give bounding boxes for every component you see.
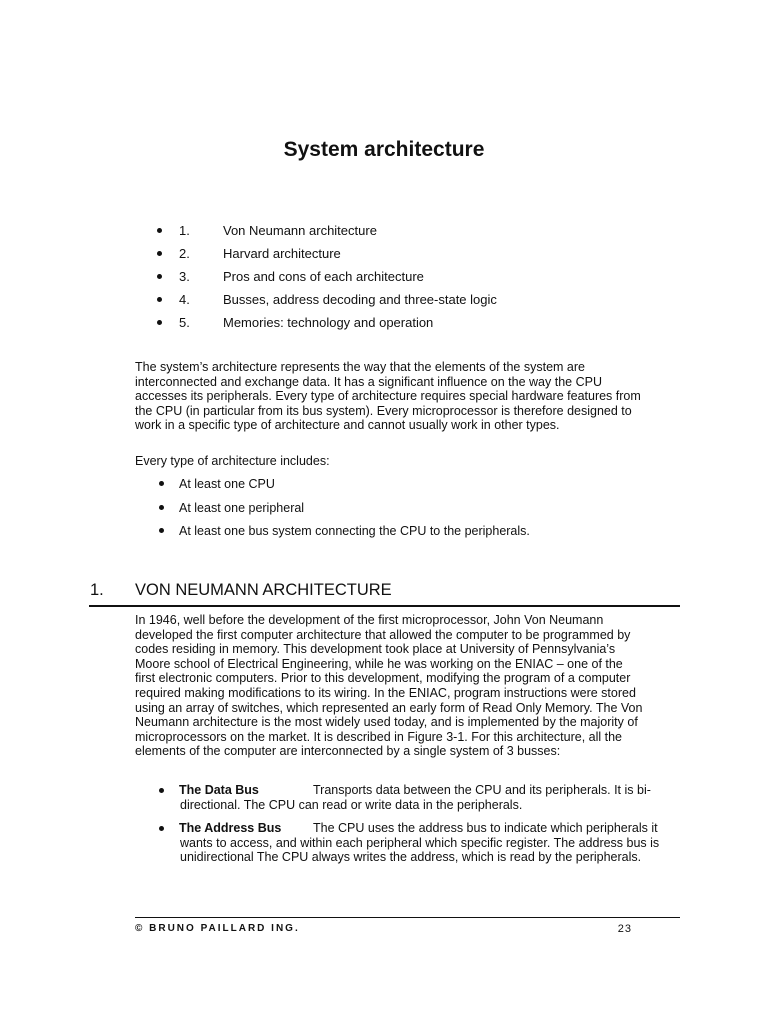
bullet-icon — [159, 528, 164, 533]
outline-item — [157, 221, 657, 244]
bus-item — [135, 821, 675, 865]
outline-number: 5. — [179, 315, 190, 330]
footer-copyright: © BRUNO PAILLARD ING. — [135, 923, 300, 934]
bullet-icon — [159, 826, 164, 831]
outline-text: Pros and cons of each architecture — [223, 269, 424, 284]
bus-term: The Address Bus — [179, 821, 282, 835]
intro-lead: Every type of architecture includes: — [135, 454, 330, 468]
outline-text: Von Neumann architecture — [223, 223, 377, 238]
page-title: System architecture — [283, 138, 485, 161]
bullet-icon — [159, 505, 164, 510]
footer-divider — [135, 917, 680, 918]
outline-text: Busses, address decoding and three-state logic — [223, 292, 497, 307]
section-divider — [89, 605, 680, 607]
outline-item — [157, 244, 657, 267]
bullet-icon — [157, 251, 162, 256]
bus-list — [135, 783, 675, 865]
bus-item — [135, 783, 675, 821]
architecture-components-list — [135, 474, 645, 545]
outline-item — [157, 313, 657, 336]
section-paragraph: In 1946, well before the development of the first microprocessor, John Von Neumann developed the first computer architecture that allowed the computer to be programmed by codes residing in memory. This development took place at University of Pennsylvania’s Moore school of Electrical Engineering, while he was working on the ENIAC – one of the first electronic computers. Prior to this development, modifying the program of a computer required making modifications to its wiring. In the ENIAC, program instructions were stored using an array of switches, which represented an early form of Read Only Memory. The Von Neumann architecture is the most widely used today, and is implemented by the majority of microprocessors on the market. It is described in Figure 3-1. For this architecture, all the elements of the computer are interconnected by a single system of 3 busses: — [135, 613, 643, 759]
list-item-text: At least one peripheral — [179, 500, 305, 515]
outline-number: 3. — [179, 269, 190, 284]
bullet-icon — [157, 228, 162, 233]
list-item — [135, 498, 645, 522]
outline-number: 1. — [179, 223, 190, 238]
outline-item — [157, 267, 657, 290]
bus-description: The CPU uses the address bus to indicate which peripherals it wants to access, and within each peripheral which specific register. The address bus is unidirectional The CPU always writes the address, which is read by the peripherals. — [180, 821, 660, 865]
section-title: VON NEUMANN ARCHITECTURE — [135, 581, 392, 599]
list-item-text: At least one bus system connecting the CPU to the peripherals. — [179, 524, 530, 538]
list-item — [135, 474, 645, 498]
outline-number: 4. — [179, 292, 190, 307]
chapter-outline — [157, 221, 657, 336]
bullet-icon — [157, 320, 162, 325]
bullet-icon — [159, 788, 164, 793]
list-item-text: At least one CPU — [179, 477, 275, 491]
outline-text: Memories: technology and operation — [223, 315, 434, 330]
outline-number: 2. — [179, 246, 190, 261]
bus-term: The Data Bus — [179, 783, 259, 797]
list-item — [135, 521, 645, 545]
intro-paragraph: The system’s architecture represents the way that the elements of the system are interconnected and exchange data. It has a significant influence on the way the CPU accesses its peripherals. Every type of architecture requires special hardware features from the CPU (in particular from its bus system). Every microprocessor is therefore designed to work in a specific type of architecture and cannot usually work in other types. — [135, 360, 641, 433]
section-number: 1. — [90, 581, 104, 599]
bullet-icon — [157, 297, 162, 302]
outline-item — [157, 290, 657, 313]
bullet-icon — [159, 481, 164, 486]
bus-description: Transports data between the CPU and its peripherals. It is bi-directional. The CPU can read or write data in the peripherals. — [180, 783, 651, 812]
bullet-icon — [157, 274, 162, 279]
page-number: 23 — [617, 923, 632, 935]
outline-text: Harvard architecture — [223, 246, 341, 261]
